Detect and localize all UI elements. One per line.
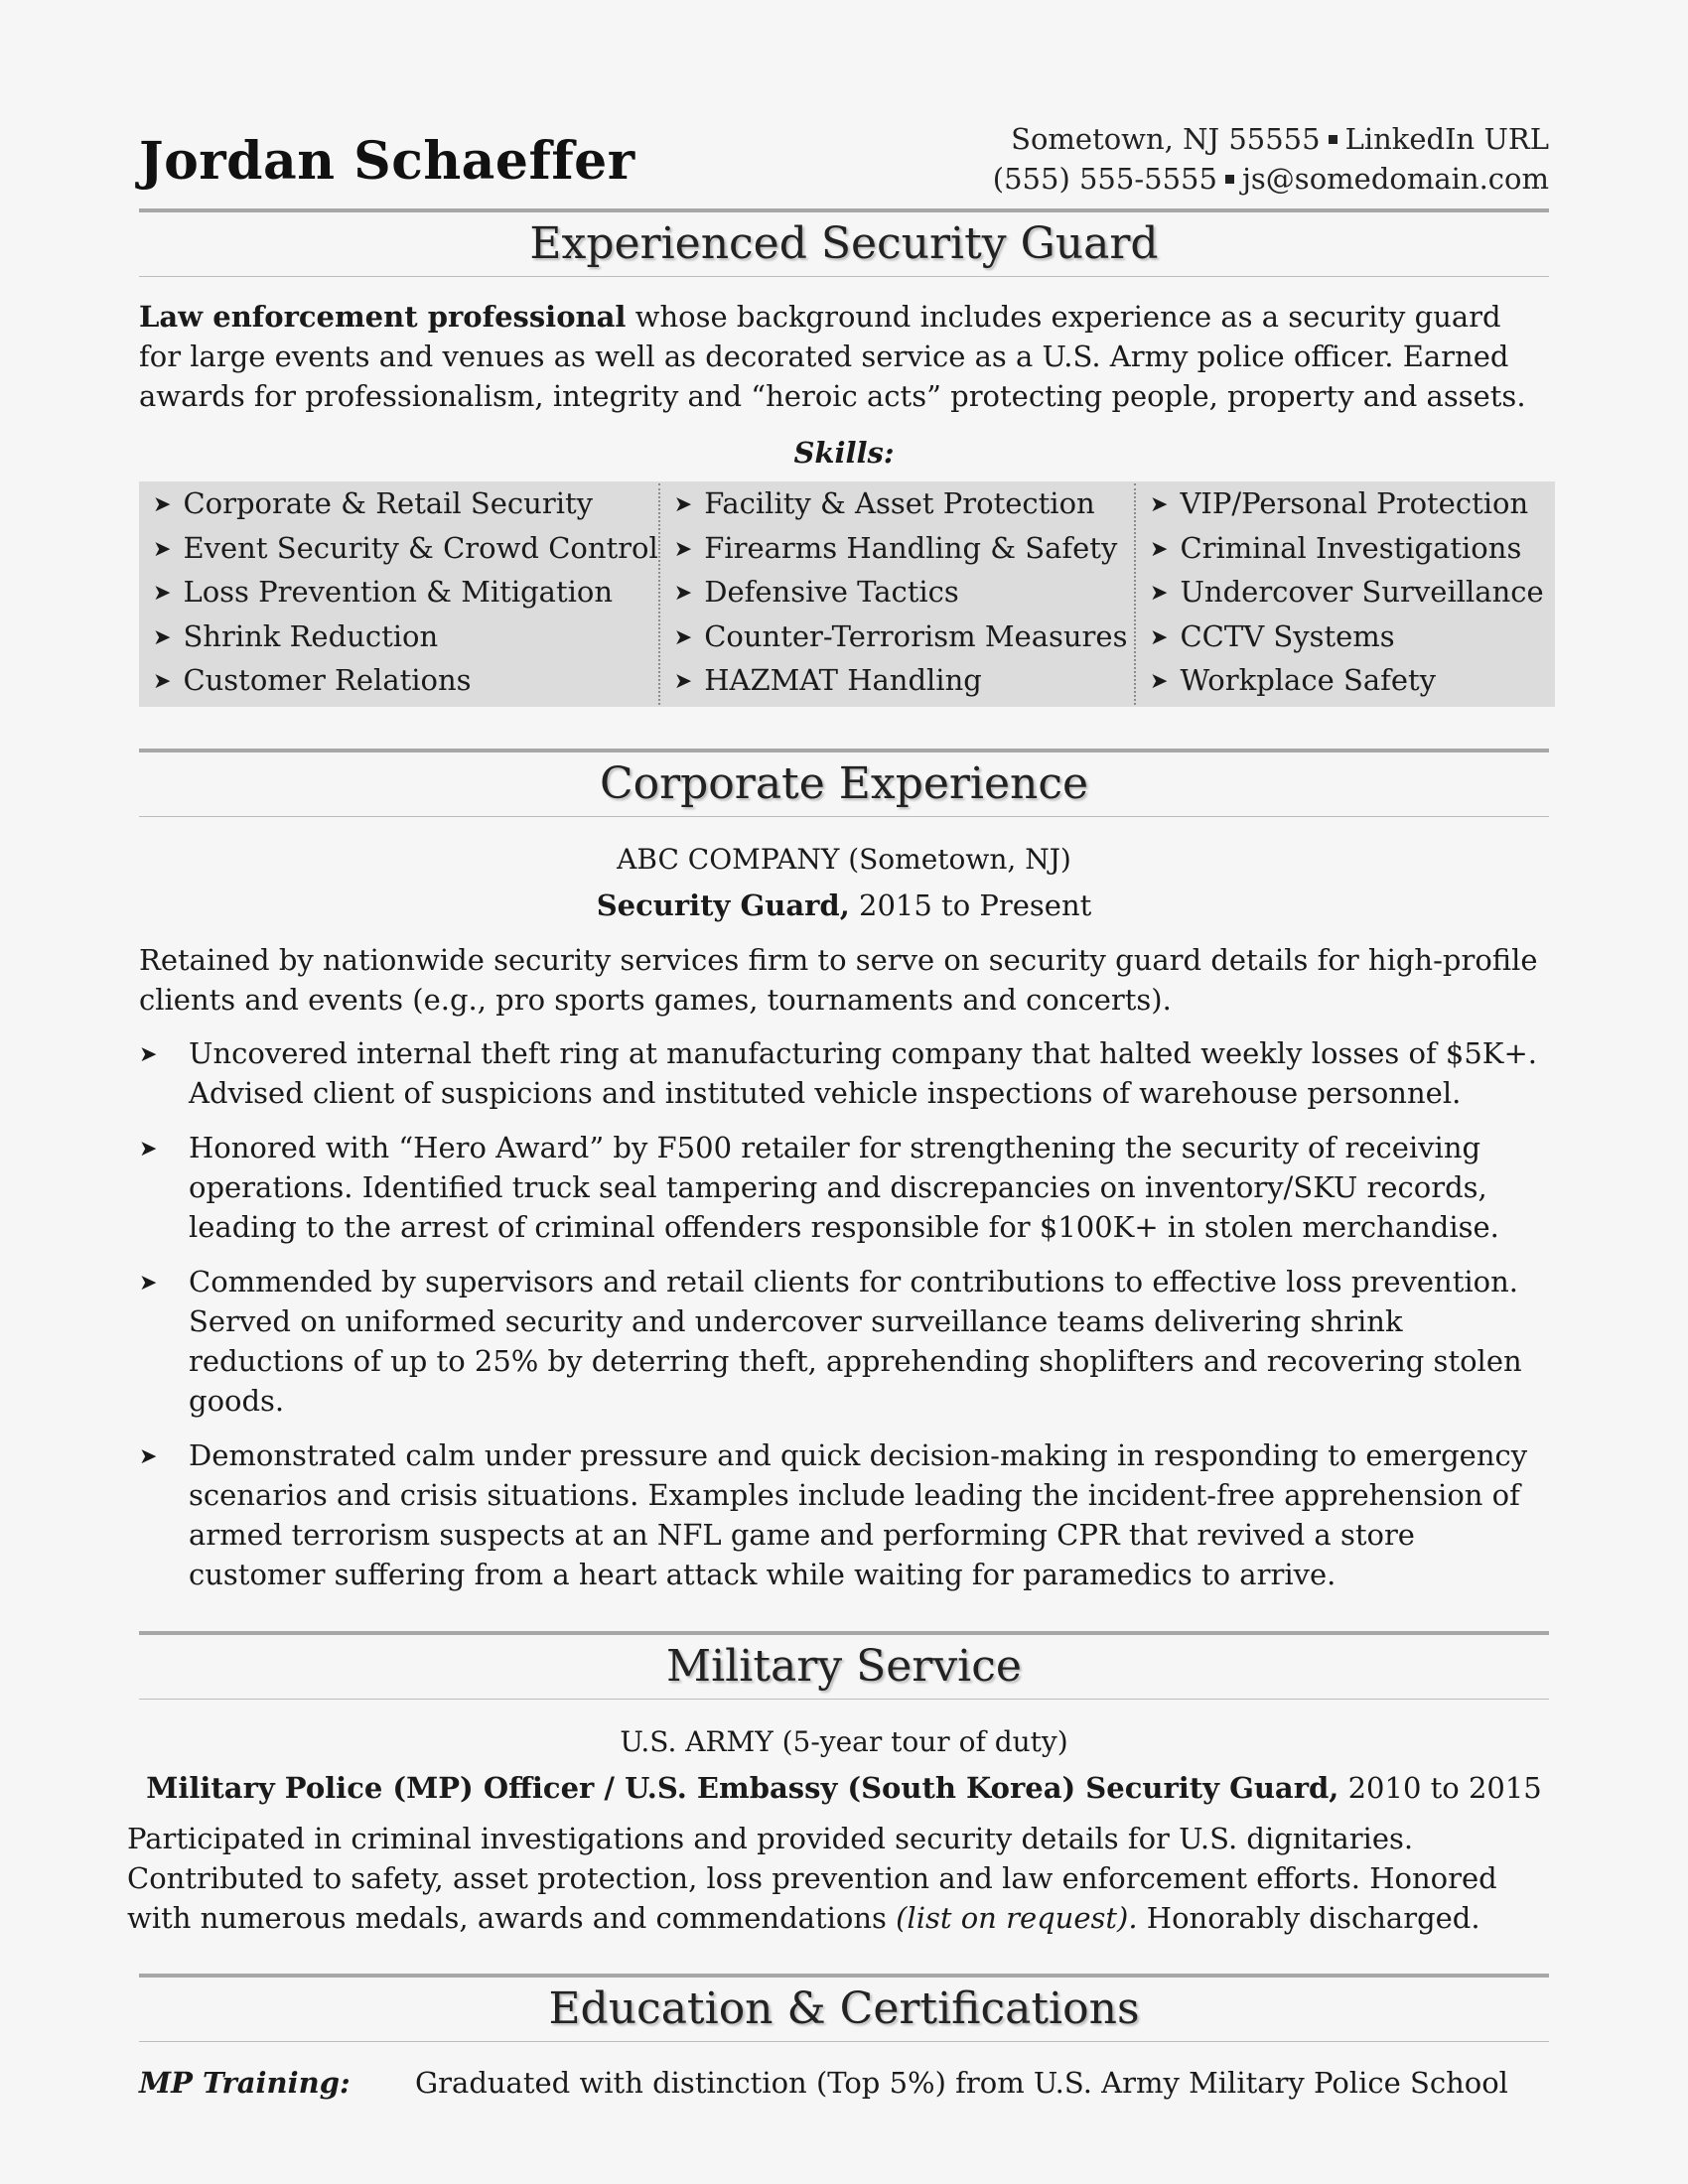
arrowhead-bullet-icon: ➤ — [673, 492, 693, 517]
achievement-text: Uncovered internal theft ring at manufacturing company that halted weekly losses of $5K+. Advised client of suspicions and instituted vehicle inspections of warehouse personnel. — [189, 1035, 1537, 1110]
skill-item — [1150, 616, 1555, 661]
skill-label: Workplace Safety — [1180, 663, 1437, 697]
divider — [139, 816, 1549, 817]
skill-label: Facility & Asset Protection — [704, 486, 1095, 520]
skill-label: Undercover Surveillance — [1180, 575, 1544, 609]
military-dates: 2010 to 2015 — [1338, 1770, 1542, 1805]
company-name: ABC COMPANY (Sometown, NJ) — [617, 842, 1071, 876]
military-text-end: Honorably discharged. — [1137, 1900, 1480, 1935]
achievement-item — [139, 1435, 1549, 1594]
arrowhead-bullet-icon: ➤ — [1150, 492, 1169, 517]
skill-item — [1150, 660, 1555, 705]
contact-line-2 — [993, 159, 1549, 199]
achievement-text: Demonstrated calm under pressure and quick decision-making in responding to emergency scenarios and crisis situations. Examples include leading the incident-free apprehension of armed terrorism suspects at an NFL game and performing CPR that revived a store customer suffering from a heart attack while waiting for paramedics to arrive. — [189, 1437, 1528, 1591]
summary-paragraph — [139, 297, 1549, 416]
job-title: Security Guard, — [596, 887, 850, 922]
arrowhead-bullet-icon: ➤ — [1150, 624, 1169, 650]
skill-item — [674, 660, 1134, 705]
skill-item — [153, 616, 658, 661]
skill-label: Shrink Reduction — [183, 618, 439, 653]
military-text-italic: (list on request). — [896, 1900, 1138, 1935]
achievement-item — [139, 1128, 1549, 1247]
education-title: Education & Certifications — [548, 1982, 1140, 2034]
skill-label: Counter-Terrorism Measures — [704, 618, 1128, 653]
arrowhead-bullet-icon: ➤ — [673, 669, 693, 694]
achievement-item — [139, 1262, 1549, 1421]
skills-label: Skills: — [793, 436, 895, 470]
address: Sometown, NJ 55555 — [1011, 122, 1321, 156]
skill-item — [674, 483, 1134, 528]
arrowhead-bullet-icon: ➤ — [673, 624, 693, 650]
square-separator-icon — [1225, 175, 1234, 184]
skills-column — [1134, 483, 1555, 705]
arrowhead-bullet-icon: ➤ — [1150, 669, 1169, 694]
summary-text: whose background includes experience as a security guard for large events and venues as well as decorated service as a U.S. Army police officer. Earned awards for professionalism, integrity and “heroic acts” protecting people, property and assets. — [139, 300, 1526, 413]
skill-label: VIP/Personal Protection — [1180, 486, 1529, 520]
phone: (555) 555-5555 — [992, 162, 1217, 196]
arrowhead-bullet-icon: ➤ — [153, 624, 172, 650]
arrowhead-bullet-icon: ➤ — [153, 492, 172, 517]
arrowhead-bullet-icon: ➤ — [673, 536, 693, 562]
job-intro: Retained by nationwide security services firm to serve on security guard details for high-profile clients and events (e.g., pro sports games, tournaments and concerts). — [139, 942, 1538, 1017]
skill-item — [1150, 572, 1555, 616]
achievement-text: Commended by supervisors and retail clients for contributions to effective loss prevention. Served on uniformed security and undercover surveillance teams delivering shrink reductions of up to 25% by deterring theft, apprehending shoplifters and recovering stolen goods. — [189, 1264, 1522, 1418]
military-role — [139, 1765, 1549, 1811]
education-row — [139, 2066, 1549, 2100]
divider — [139, 1699, 1549, 1700]
education-text: Graduated with distinction (Top 5%) from U.S. Army Military Police School — [415, 2065, 1508, 2100]
skill-label: CCTV Systems — [1180, 618, 1395, 653]
skill-item — [1150, 528, 1555, 573]
contact-line-1 — [993, 119, 1549, 159]
skill-label: Event Security & Crowd Control — [183, 530, 658, 565]
arrowhead-bullet-icon: ➤ — [139, 1443, 158, 1469]
skill-label: Corporate & Retail Security — [183, 486, 594, 520]
corporate-title: Corporate Experience — [599, 757, 1089, 809]
linkedin-link[interactable]: LinkedIn URL — [1344, 122, 1549, 156]
achievement-list — [139, 1033, 1549, 1594]
email-link[interactable]: js@somedomain.com — [1241, 162, 1549, 196]
resume-page — [127, 109, 1549, 2100]
arrowhead-bullet-icon: ➤ — [139, 1136, 158, 1161]
skill-label: Defensive Tactics — [704, 575, 959, 609]
arrowhead-bullet-icon: ➤ — [153, 669, 172, 694]
summary-title: Experienced Security Guard — [529, 218, 1159, 269]
skill-label: Firearms Handling & Safety — [704, 530, 1118, 565]
divider — [139, 2041, 1549, 2042]
square-separator-icon — [1329, 135, 1337, 144]
achievement-text: Honored with “Hero Award” by F500 retailer for strengthening the security of receiving operations. Identified truck seal tampering and discrepancies on inventory/SKU records, leading to the arrest of criminal offenders responsible for $100K+ in stolen merchandise. — [189, 1130, 1499, 1244]
skill-label: Criminal Investigations — [1180, 530, 1522, 565]
arrowhead-bullet-icon: ➤ — [153, 536, 172, 562]
contact-block — [993, 119, 1549, 199]
skill-item — [153, 660, 658, 705]
military-title-text: Military Police (MP) Officer / U.S. Embassy (South Korea) Security Guard, — [146, 1770, 1339, 1805]
skills-column — [139, 483, 658, 705]
achievement-item — [139, 1033, 1549, 1113]
military-branch: U.S. ARMY (5-year tour of duty) — [620, 1724, 1068, 1758]
skill-item — [153, 572, 658, 616]
resume-header — [139, 109, 1549, 208]
arrowhead-bullet-icon: ➤ — [1150, 581, 1169, 606]
skill-item — [674, 572, 1134, 616]
job-role — [139, 883, 1549, 928]
divider — [139, 276, 1549, 277]
skill-item — [674, 528, 1134, 573]
skill-label: Loss Prevention & Mitigation — [183, 575, 614, 609]
skill-item — [153, 528, 658, 573]
skill-label: Customer Relations — [183, 663, 472, 697]
skills-table — [139, 481, 1555, 707]
military-text: Participated in criminal investigations and provided security details for U.S. dignitaries. Contributed to safety, asset protection, loss prevention and law enforcement efforts. Honored with numerous medals, awards and commendations — [127, 1821, 1497, 1935]
military-title: Military Service — [666, 1640, 1022, 1692]
military-paragraph — [127, 1819, 1549, 1938]
education-label: MP Training: — [139, 2065, 351, 2100]
candidate-name: Jordan Schaeffer — [139, 131, 635, 192]
skill-label: HAZMAT Handling — [704, 663, 982, 697]
skill-item — [674, 616, 1134, 661]
arrowhead-bullet-icon: ➤ — [1150, 536, 1169, 562]
arrowhead-bullet-icon: ➤ — [139, 1041, 158, 1067]
arrowhead-bullet-icon: ➤ — [153, 581, 172, 606]
arrowhead-bullet-icon: ➤ — [139, 1270, 158, 1296]
summary-lead: Law enforcement professional — [139, 300, 627, 334]
skills-column — [658, 483, 1134, 705]
arrowhead-bullet-icon: ➤ — [673, 581, 693, 606]
skill-item — [153, 483, 658, 528]
job-dates: 2015 to Present — [849, 887, 1092, 922]
skill-item — [1150, 483, 1555, 528]
